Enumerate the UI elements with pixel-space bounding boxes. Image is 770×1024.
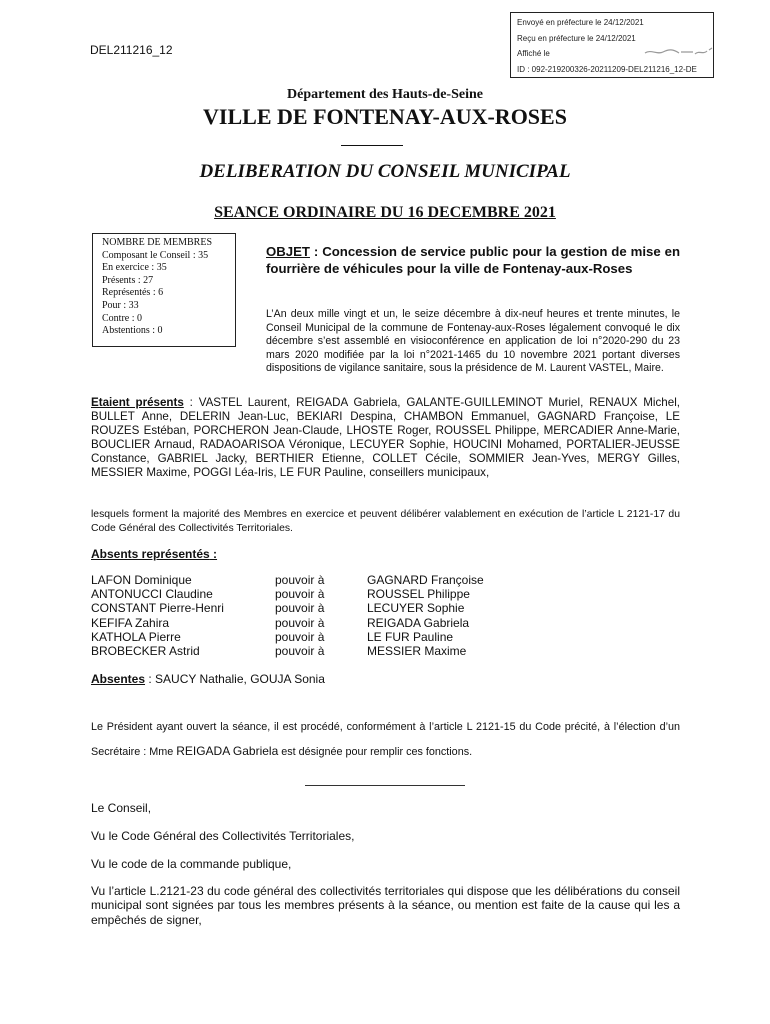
absentees-names: : SAUCY Nathalie, GOUJA Sonia [145,672,325,686]
present-label: Etaient présents [91,396,184,409]
proxy-absentee: KEFIFA Zahira [91,615,170,630]
proxy-holder: LE FUR Pauline [367,629,454,644]
subject-paragraph [266,243,680,277]
represented-label: Absents représentés [91,547,210,561]
proxy-pouvoir: pouvoir à [275,573,325,587]
proxy-row [91,601,691,615]
present-list: : VASTEL Laurent, REIGADA Gabriela, GALANTE-GUILLEMINOT Muriel, RENAUX Michel, BULLET Anne, DELERIN Jean-Luc, BEKIARI Despina, CHAMBON Emmanuel, GAGNARD Françoise, LE ROUZES Estéban, PORCHERON Jean-Claude, LHOSTE Roger, ROUSSEL Philippe, MERCADIER Anne-Marie, BOUCLIER Arnaud, RADAOARISOA Véronique, LECUYER Sophie, HOUCINI Mohamed, PORTALIER-JEUSSE Constance, GABRIEL Jacky, BERTHIER Etienne, COLLET Cécile, SOMMIER Jean-Yves, MERGY Gilles, MESSIER Maxime, POGGI Léa-Iris, LE FUR Pauline, conseillers municipaux, [91,396,680,480]
stamp-envoye: Envoyé en préfecture le 24/12/2021 [517,18,644,27]
proxy-row [91,573,691,587]
proxy-holder: LECUYER Sophie [367,601,465,616]
proxy-holder: REIGADA Gabriela [367,615,470,630]
section-divider [305,785,465,786]
proxy-row [91,630,691,644]
council-line: Le Conseil, [91,801,152,815]
proxy-absentee: BROBECKER Astrid [91,643,200,658]
secretary-text-end: est désignée pour remplir ces fonctions. [278,746,473,758]
proxy-pouvoir: pouvoir à [275,629,325,644]
subject-text: : Concession de service public pour la gestion de mise en fourrière de véhicules pour la ville de Fontenay-aux-Roses [266,244,680,276]
vu-cgct-line: Vu le Code Général des Collectivités Territoriales, [91,829,355,843]
proxy-absentee: ANTONUCCI Claudine [91,587,213,602]
members-count-box [92,233,236,347]
members-line: En exercice : 35 [102,262,167,274]
prefecture-stamp [510,12,714,78]
quorum-paragraph: lesquels forment la majorité des Membres en exercice et peuvent délibérer valablement en exécution de l’article L 2121-17 du Code Général des Collectivités Territoriales. [91,509,680,534]
proxy-pouvoir: pouvoir à [275,601,325,616]
present-members-paragraph [91,396,680,481]
secretary-text-start: Le Président ayant ouvert la séance, il est procédé, conformément à l’article L 2121-15 du Code précité, à l’élection d’un Secrétaire : Mme [91,721,680,758]
members-line: Composant le Conseil : 35 [102,249,209,261]
proxy-holder: MESSIER Maxime [367,643,467,658]
proxy-list [91,573,691,658]
title-divider [341,145,403,146]
proxy-pouvoir: pouvoir à [275,587,325,602]
members-line: Abstentions : 0 [102,325,163,337]
proxy-absentee: CONSTANT Pierre-Henri [91,601,224,616]
members-line: Contre : 0 [102,312,142,324]
deliberation-reference: DEL211216_12 [90,43,173,57]
city-title: VILLE DE FONTENAY-AUX-ROSES [203,104,567,129]
members-line: Représentés : 6 [102,287,164,299]
proxy-holder: ROUSSEL Philippe [367,587,470,602]
proxy-absentee: LAFON Dominique [91,573,192,587]
session-intro-paragraph: L’An deux mille vingt et un, le seize décembre à dix-neuf heures et trente minutes, le Conseil Municipal de la commune de Fontenay-aux-Roses légalement convoqué le dix décembre s’est assemblé en visioconférence en application de loi n°2020-290 du 23 mars 2020 modifiée par la loi n°2021-1465 du 10 novembre 2021 portant diverses dispositions de vigilance sanitaire, sous la présidence de M. Laurent VASTEL, Maire. [266,308,680,375]
vu-commande-line: Vu le code de la commande publique, [91,857,292,871]
members-line: Pour : 33 [102,299,139,311]
subject-label: OBJET [266,244,310,259]
proxy-row [91,644,691,658]
stamp-recu: Reçu en préfecture le 24/12/2021 [517,33,636,43]
session-heading: SEANCE ORDINAIRE DU 16 DECEMBRE 2021 [214,204,556,221]
absentees-line [91,672,325,686]
absentees-label: Absentes [91,672,146,686]
signature-scribble [643,45,713,59]
proxy-row [91,587,691,601]
proxy-pouvoir: pouvoir à [275,643,325,658]
represented-absentees-heading [91,547,217,561]
represented-colon: : [209,547,218,561]
proxy-row [91,616,691,630]
proxy-pouvoir: pouvoir à [275,615,325,630]
department-heading: Département des Hauts-de-Seine [287,87,483,102]
stamp-affiche: Affiché le [517,49,550,58]
secretary-name: REIGADA Gabriela [176,744,279,758]
secretary-election-paragraph [91,715,680,764]
stamp-id: ID : 092-219200326-20211209-DEL211216_12-DE [517,64,697,74]
deliberation-heading: DELIBERATION DU CONSEIL MUNICIPAL [199,161,571,182]
members-title: NOMBRE DE MEMBRES [102,237,213,248]
members-line: Présents : 27 [102,274,154,286]
proxy-absentee: KATHOLA Pierre [91,629,181,644]
vu-article-paragraph: Vu l’article L.2121-23 du code général des collectivités territoriales qui dispose que les délibérations du conseil municipal sont signées par tous les membres présents à la séance, ou mention est faite de la cause qui les a empêchés de signer, [91,884,680,927]
proxy-holder: GAGNARD Françoise [367,573,484,587]
